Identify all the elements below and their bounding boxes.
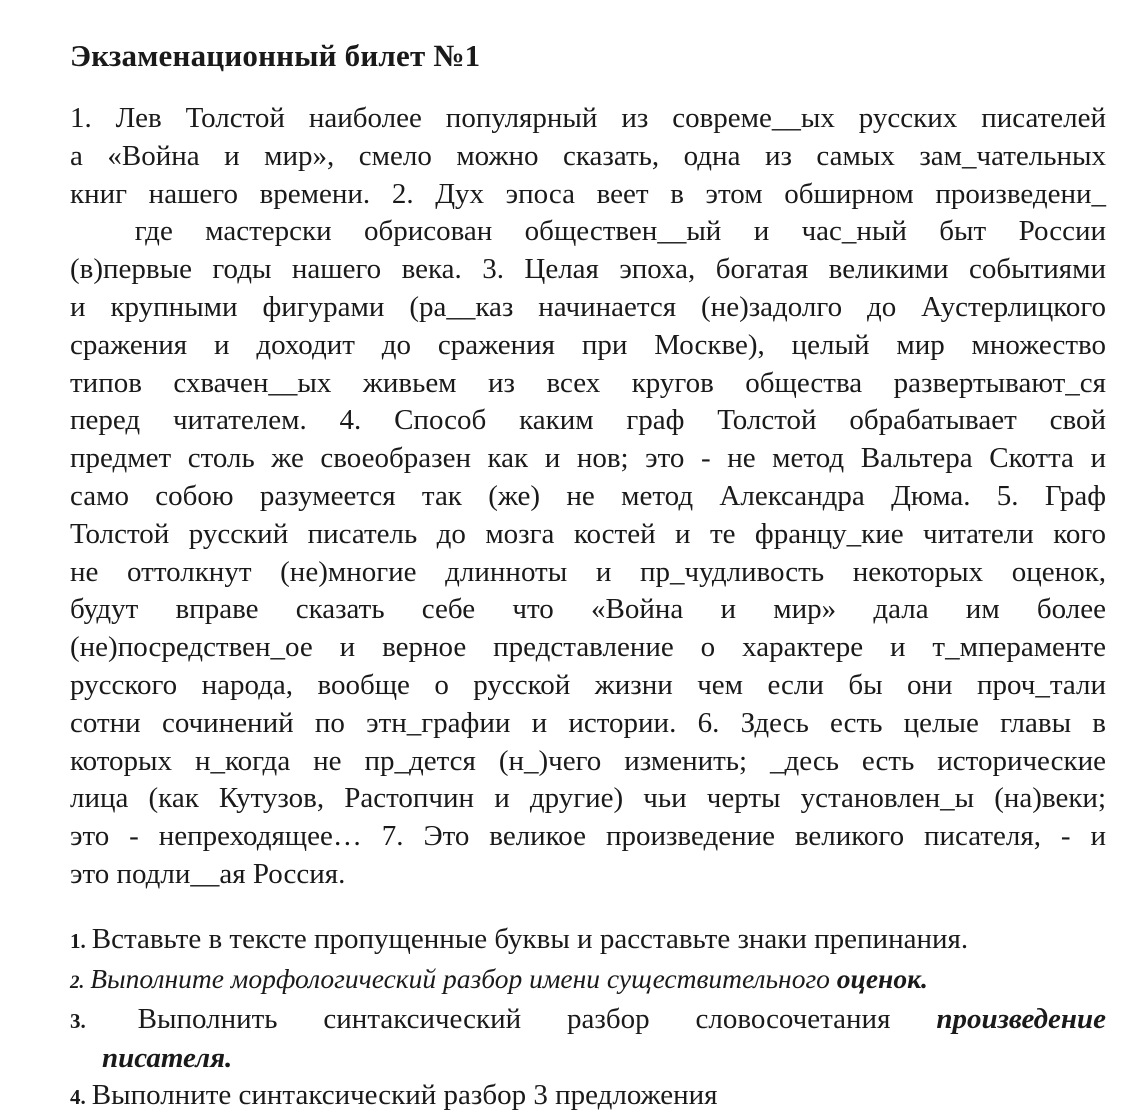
task-text: Выполните синтаксический разбор 3 предложения [91, 1078, 718, 1111]
passage-line: которых н_когда не пр_дется (н_)чего изменить; _десь есть исторические [70, 744, 1106, 777]
task-1 [70, 921, 1106, 960]
task-emphasis: оценок. [836, 962, 928, 994]
passage-line: сотни сочинений по этн_графии и истории. 6. Здесь есть целые главы в [70, 706, 1106, 739]
task-3-row [70, 1001, 1106, 1040]
task-3 [70, 1001, 1106, 1077]
passage-line: русского народа, вообще о русской жизни чем если бы они проч_тали [70, 668, 1106, 701]
passage-line: лица (как Кутузов, Растопчин и другие) чьи черты установлен_ы (на)веки; [70, 782, 1106, 815]
task-emphasis: произведение [936, 1002, 1106, 1035]
passage-line: будут вправе сказать себе что «Война и мир» дала им более [70, 593, 1106, 626]
task-4 [70, 1077, 1106, 1116]
task-number: 4. [70, 1084, 86, 1109]
passage-line: перед читателем. 4. Способ каким граф Толстой обрабатывает свой [70, 404, 1106, 437]
passage-line: а «Война и мир», смело можно сказать, одна из самых зам_чательных [70, 139, 1106, 172]
task-number: 1. [70, 928, 86, 953]
passage-line: (не)посредствен_ое и верное представление о характере и т_мпераменте [70, 631, 1106, 664]
passage-line: предмет столь же своеобразен как и нов; это - не метод Вальтера Скотта и [70, 442, 1106, 475]
passage-line: само собою разумеется так (же) не метод Александра Дюма. 5. Граф [70, 479, 1106, 512]
passage-line: Толстой русский писатель до мозга костей и те францу_кие читатели кого [70, 517, 1106, 550]
task-number: 3. [70, 1008, 86, 1033]
task-text: Выполните морфологический разбор имени существительного [90, 962, 837, 994]
passage-line: книг нашего времени. 2. Дух эпоса веет в этом обширном произведени_ [70, 177, 1106, 210]
passage-line: и крупными фигурами (ра__каз начинается (не)задолго до Аустерлицкого [70, 290, 1106, 323]
task-list [70, 921, 1106, 1116]
passage-line: типов схвачен__ых живьем из всех кругов общества развертывают_ся [70, 366, 1106, 399]
passage-line: это подли__ая Россия. [70, 857, 346, 890]
passage-line: 1. Лев Толстой наиболее популярный из совреме__ых русских писателей [70, 102, 1106, 134]
passage-line: это - непреходящее… 7. Это великое произведение великого писателя, - и [70, 820, 1106, 853]
passage-line: где мастерски обрисован обществен__ый и час_ный быт России [70, 215, 1106, 248]
task-emphasis: писателя. [102, 1041, 233, 1074]
passage-line: сражения и доходит до сражения при Москве), целый мир множество [70, 328, 1106, 361]
passage-line: (в)первые годы нашего века. 3. Целая эпоха, богатая великими событиями [70, 253, 1106, 286]
task-text: Вставьте в тексте пропущенные буквы и расставьте знаки препинания. [91, 922, 969, 955]
exam-ticket [70, 36, 1106, 1116]
task-text: Выполнить синтаксический разбор словосочетания [137, 1002, 937, 1035]
task-number: 2. [70, 971, 85, 993]
ticket-title: Экзаменационный билет №1 [70, 38, 481, 73]
task-2 [70, 960, 1106, 1001]
passage-line: не оттолкнут (не)многие длинноты и пр_чудливость некоторых оценок, [70, 555, 1106, 588]
exercise-passage [70, 100, 1106, 894]
